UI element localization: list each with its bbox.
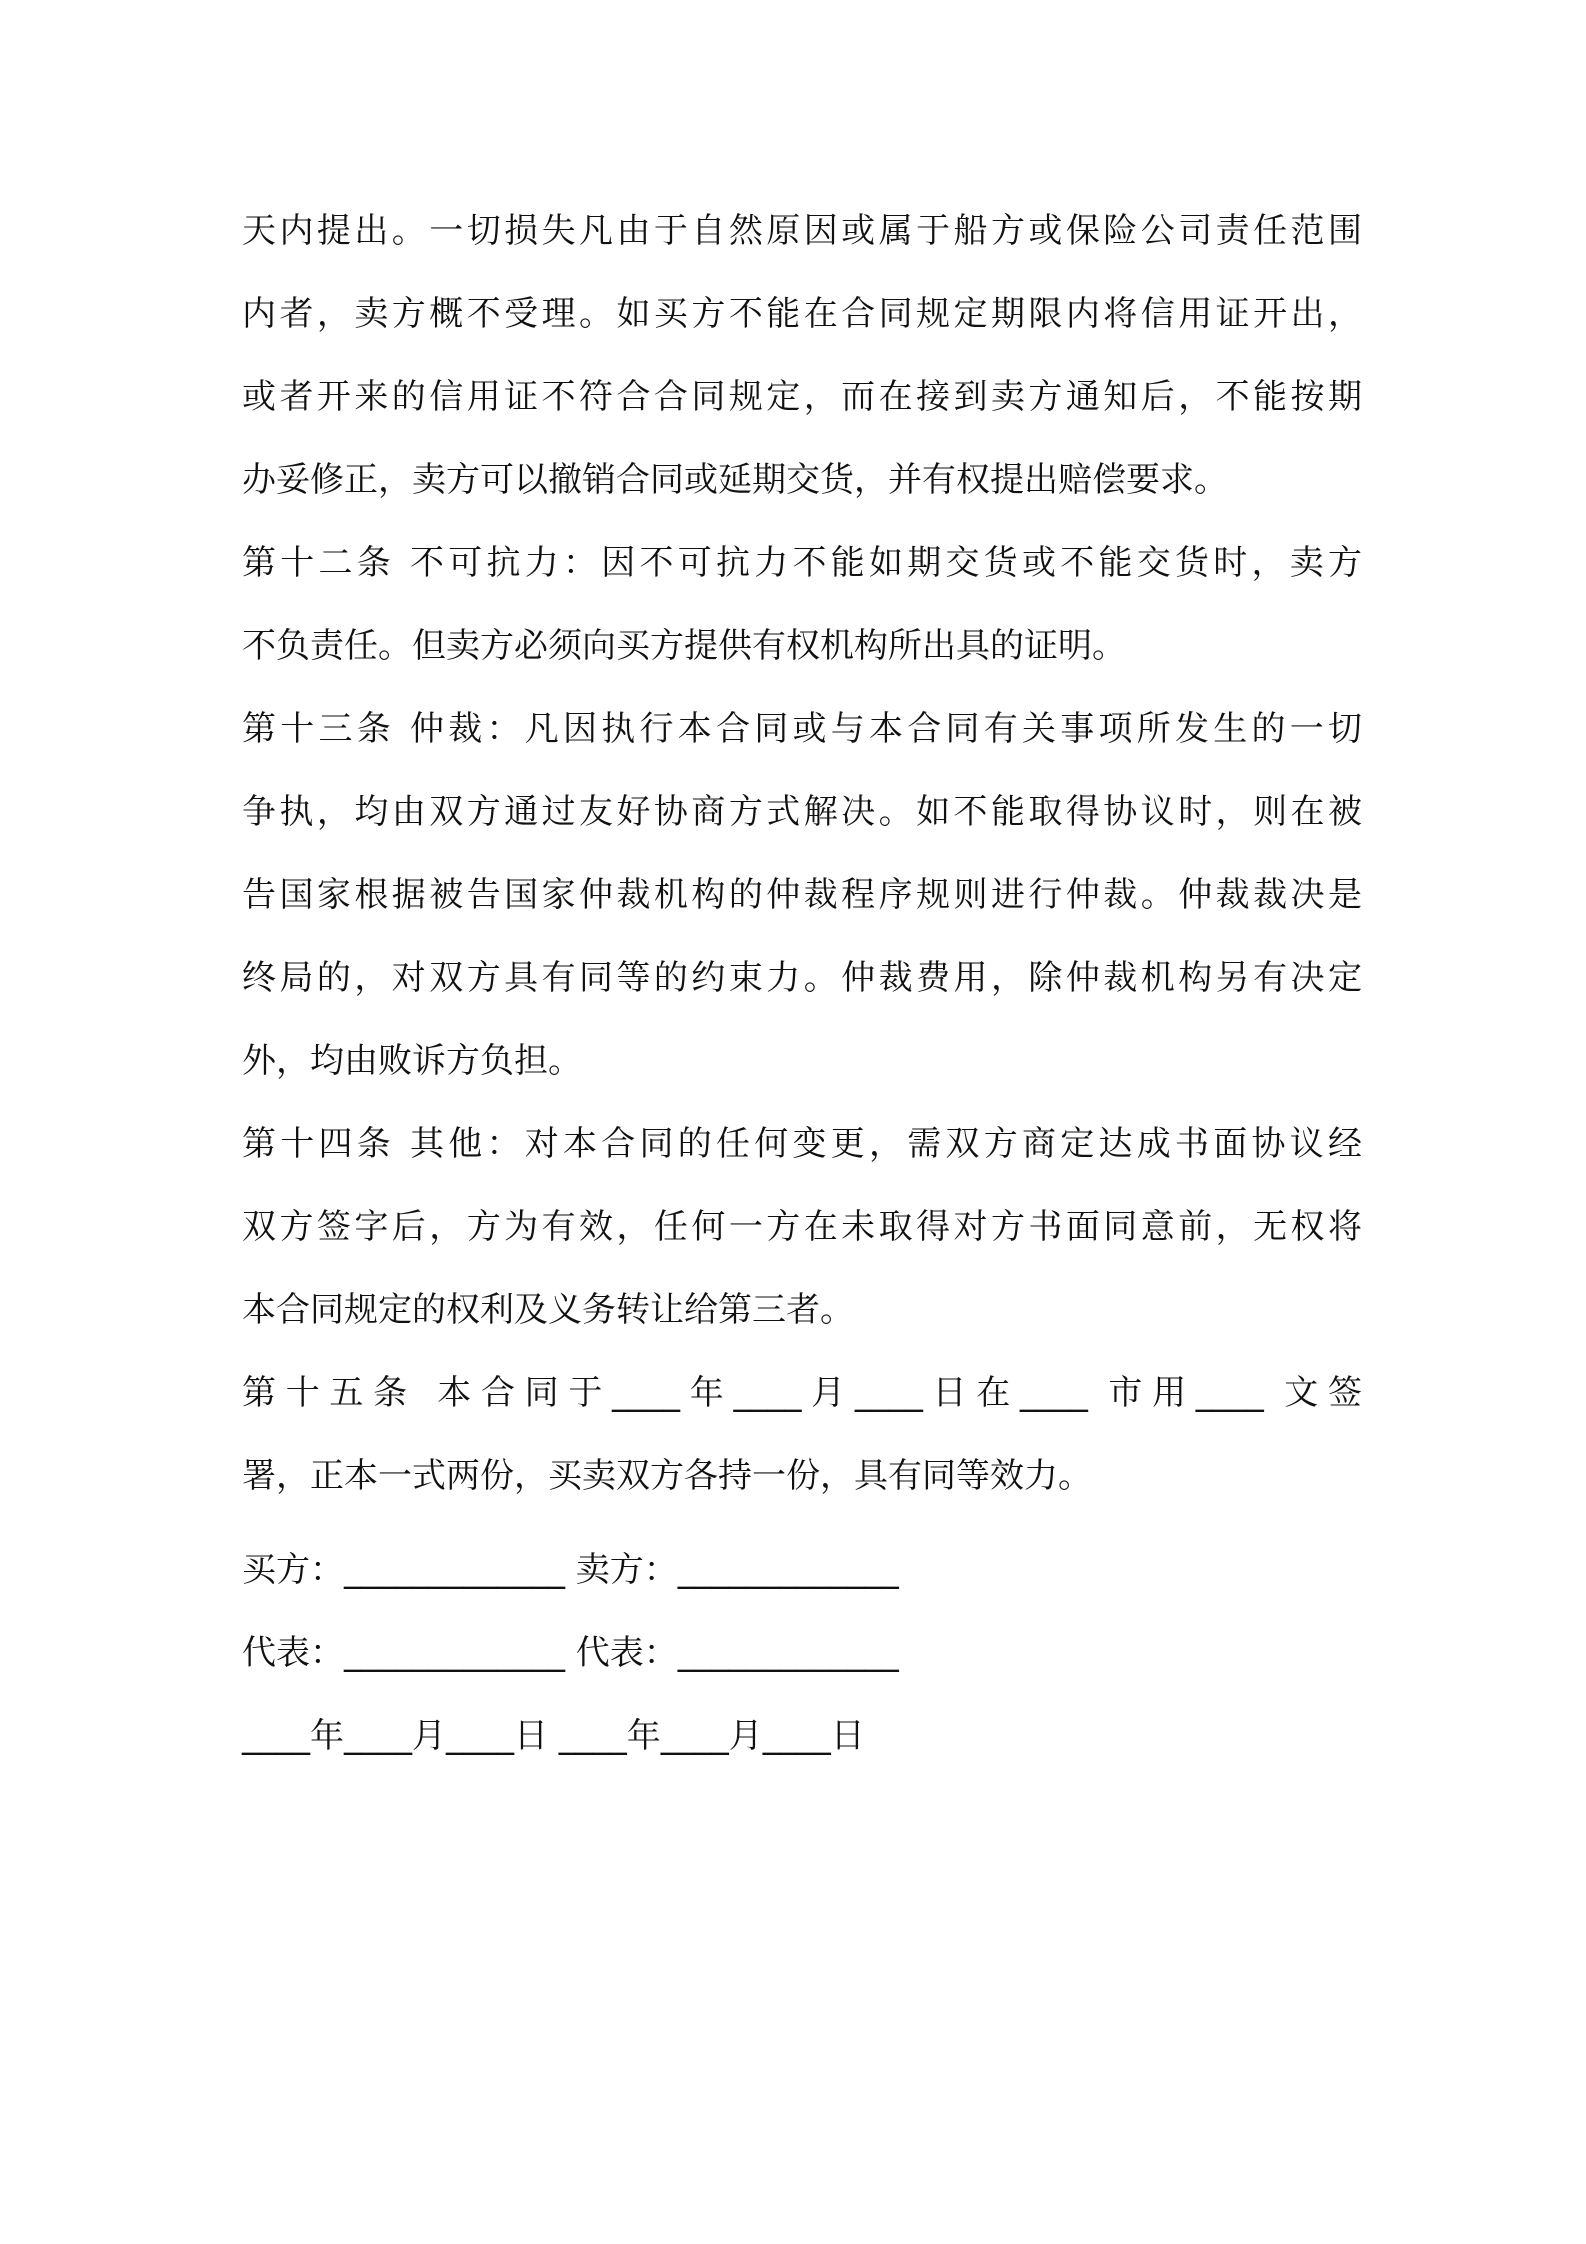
clause-13-line-2: 争执，均由双方通过友好协商方式解决。如不能取得协议时，则在被 [242,792,1362,832]
clause-15-line-1: 第十五条 本合同于____年____月____日在____ 市用____ 文签 [242,1373,1362,1413]
clause-11-line-4: 办妥修正，卖方可以撤销合同或延期交货，并有权提出赔偿要求。 [242,460,1228,500]
clause-13-line-4: 终局的，对双方具有同等的约束力。仲裁费用，除仲裁机构另有决定 [242,958,1362,998]
clause-14-line-1: 第十四条 其他：对本合同的任何变更，需双方商定达成书面协议经 [242,1124,1362,1164]
clause-12-line-2: 不负责任。但卖方必须向买方提供有权机构所出具的证明。 [242,626,1126,666]
signature-date-line: ____年____月____日 ____年____月____日 [242,1716,865,1756]
clause-14-line-2: 双方签字后，方为有效，任何一方在未取得对方书面同意前，无权将 [242,1207,1362,1247]
representative-signature-line: 代表：_____________ 代表：_____________ [242,1633,899,1673]
clause-15-line-2: 署，正本一式两份，买卖双方各持一份，具有同等效力。 [242,1456,1092,1496]
buyer-seller-signature-line: 买方：_____________ 卖方：_____________ [242,1550,899,1590]
clause-11-line-1: 天内提出。一切损失凡由于自然原因或属于船方或保险公司责任范围 [242,211,1362,251]
clause-13-line-3: 告国家根据被告国家仲裁机构的仲裁程序规则进行仲裁。仲裁裁决是 [242,875,1362,915]
clause-11-line-3: 或者开来的信用证不符合合同规定，而在接到卖方通知后，不能按期 [242,377,1362,417]
clause-11-line-2: 内者，卖方概不受理。如买方不能在合同规定期限内将信用证开出， [242,294,1362,334]
clause-13-line-5: 外，均由败诉方负担。 [242,1041,582,1081]
clause-12-line-1: 第十二条 不可抗力：因不可抗力不能如期交货或不能交货时，卖方 [242,543,1362,583]
clause-13-line-1: 第十三条 仲裁：凡因执行本合同或与本合同有关事项所发生的一切 [242,709,1362,749]
clause-14-line-3: 本合同规定的权利及义务转让给第三者。 [242,1290,854,1330]
